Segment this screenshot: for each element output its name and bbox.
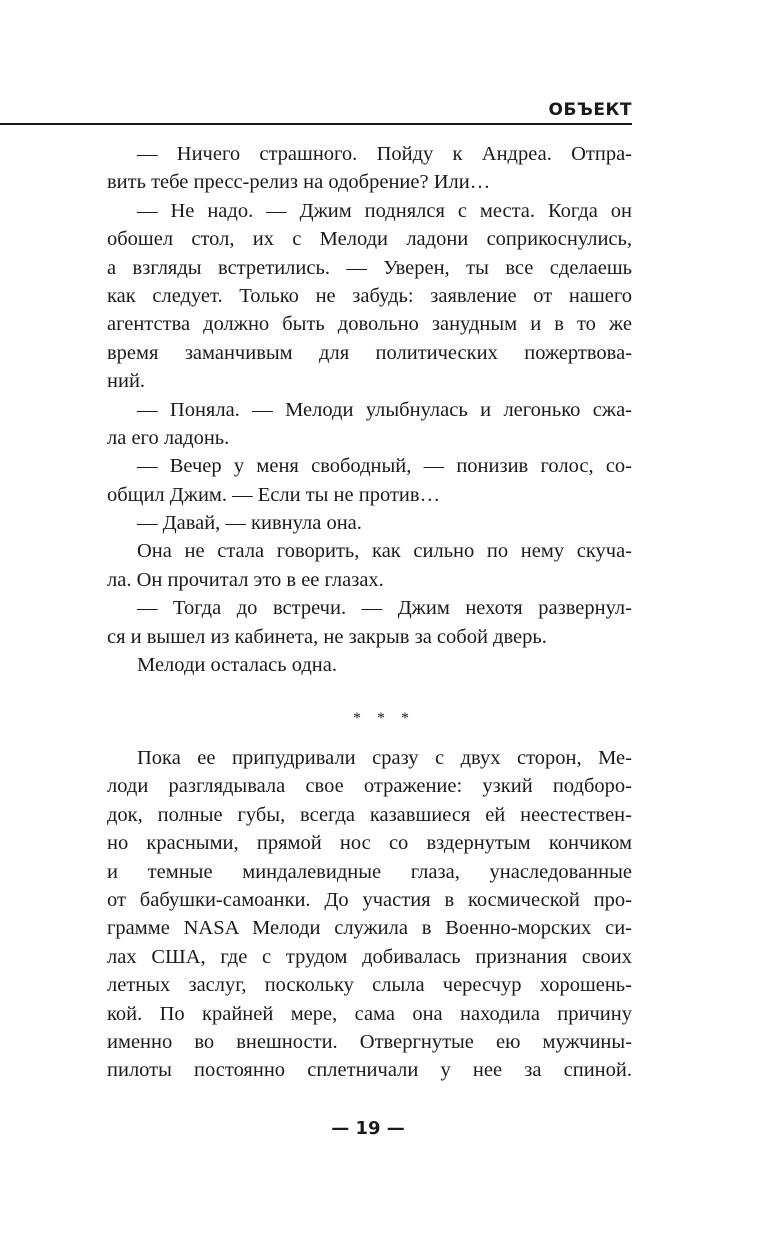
text-line: лах США, где с трудом добивалась признания своих	[107, 945, 632, 968]
text-line: ла его ладонь.	[107, 426, 230, 449]
text-line: Пока ее припудривали сразу с двух сторон, Ме-	[137, 747, 632, 769]
text-line: — Поняла. — Мелоди улыбнулась и легонько сжа-	[137, 398, 632, 421]
paragraph	[107, 197, 632, 396]
text-line: обошел стол, их с Мелоди ладони соприкоснулись,	[107, 228, 632, 251]
text-line: но красными, прямой нос со вздернутым кончиком	[107, 832, 632, 855]
text-line: — Давай, — кивнула она.	[137, 512, 362, 535]
text-line: лоди разглядывала свое отражение: узкий подборо-	[107, 775, 632, 798]
text-line: — Вечер у меня свободный, — понизив голос, со-	[137, 455, 632, 478]
text-line: грамме NASA Мелоди служила в Военно-морских си-	[107, 917, 632, 940]
paragraph	[107, 452, 632, 509]
text-line: пилоты постоянно сплетничали у нее за спиной.	[107, 1059, 632, 1082]
section-break: * * *	[353, 710, 415, 727]
text-line: а взгляды встретились. — Уверен, ты все сделаешь	[107, 256, 632, 279]
text-line: Мелоди осталась одна.	[137, 654, 338, 677]
text-line: — Тогда до встречи. — Джим нехотя развернул-	[137, 597, 632, 620]
text-line: Она не стала говорить, как сильно по нему скуча-	[137, 540, 632, 563]
header-rule	[0, 123, 632, 125]
text-line: ся и вышел из кабинета, не закрыв за собой дверь.	[107, 625, 547, 648]
text-line: и темные миндалевидные глаза, унаследованные	[107, 860, 632, 883]
text-section-2	[107, 744, 632, 1085]
text-line: время заманчивым для политических пожертвова-	[107, 341, 632, 364]
text-line: кой. По крайней мере, сама она находила причину	[107, 1002, 632, 1025]
text-line: док, полные губы, всегда казавшиеся ей неестествен-	[107, 803, 632, 826]
page-number: — 19 —	[331, 1118, 405, 1139]
paragraph	[107, 594, 632, 651]
text-line: общил Джим. — Если ты не против…	[107, 483, 441, 506]
text-line: именно во внешности. Отвергнутые ею мужчины-	[107, 1030, 632, 1053]
paragraph	[107, 744, 632, 1085]
paragraph	[107, 651, 632, 679]
text-line: — Не надо. — Джим поднялся с места. Когда он	[137, 199, 632, 222]
text-line: от бабушки-самоанки. До участия в космической про-	[107, 888, 632, 911]
text-line: ла. Он прочитал это в ее глазах.	[107, 568, 384, 591]
text-section-1	[107, 140, 632, 679]
text-line: агентства должно быть довольно занудным и в то же	[107, 313, 632, 336]
running-head-title: ОБЪЕКТ	[548, 100, 632, 120]
paragraph	[107, 140, 632, 197]
paragraph	[107, 396, 632, 453]
paragraph	[107, 537, 632, 594]
text-line: как следует. Только не забудь: заявление от нашего	[107, 284, 632, 307]
paragraph	[107, 509, 632, 537]
text-line: вить тебе пресс-релиз на одобрение? Или…	[107, 171, 491, 194]
text-line: летных заслуг, поскольку слыла чересчур хорошень-	[107, 974, 632, 997]
text-line: ний.	[107, 370, 146, 393]
text-line: — Ничего страшного. Пойду к Андреа. Отпра-	[137, 143, 632, 165]
